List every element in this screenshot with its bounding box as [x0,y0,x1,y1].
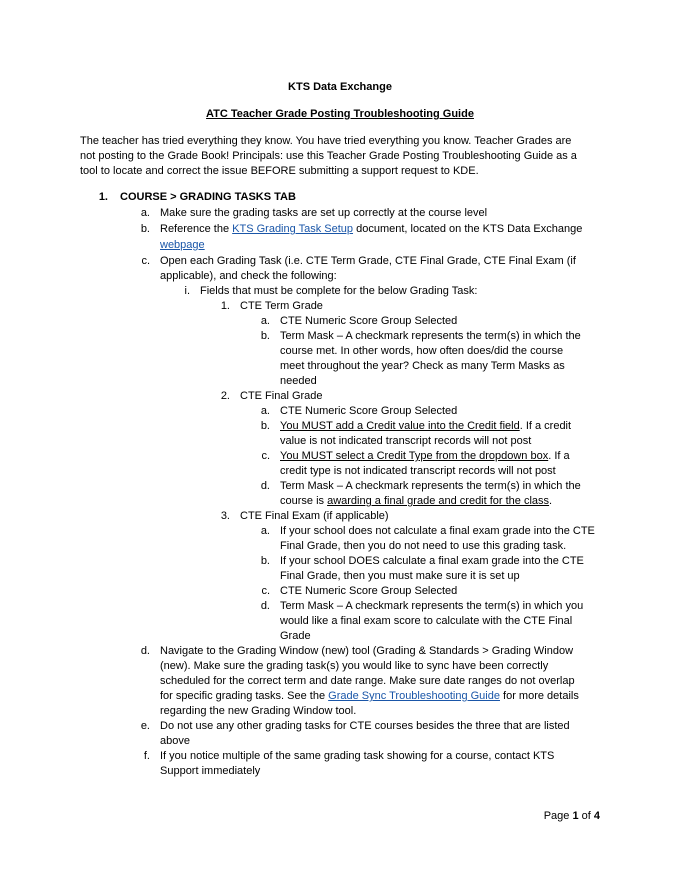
list-marker: c. [261,585,270,597]
section-heading: COURSE > GRADING TASKS TAB [120,191,296,203]
emphasis-text: awarding a final grade and credit for the class [327,495,550,507]
webpage-link[interactable]: webpage [160,239,205,251]
list-marker: d. [260,480,270,492]
list-marker: c. [141,255,150,267]
page-number [544,809,600,824]
text-run: course is [280,495,328,507]
list-item-text: Term Mask – A checkmark represents the term(s) in which you [280,600,584,612]
page-of-label: of [578,810,594,822]
list-item-text: value is not indicated transcript records will not post [280,435,532,447]
list-item-text: Term Mask – A checkmark represents the term(s) in which the [280,330,581,342]
list-item-text: credit type is not indicated transcript records will not post [280,465,556,477]
list-item-text: Make sure the grading tasks are set up correctly at the course level [160,207,488,219]
list-marker: f. [143,750,150,762]
text-run: . If a credit [519,420,572,432]
list-item-text: would like a final exam score to calculate with the CTE Final [280,615,573,627]
list-item-text: Final Grade, then you must make sure it is set up [280,570,520,582]
list-marker: a. [260,525,270,537]
text-run: for specific grading tasks. See the [160,690,329,702]
grade-sync-troubleshooting-guide-link[interactable]: Grade Sync Troubleshooting Guide [328,690,500,702]
list-marker: 1. [98,191,108,203]
intro-line: The teacher has tried everything they know. You have tried everything you know. Teacher Grades are [80,135,572,147]
grading-task-title: CTE Final Exam (if applicable) [240,510,389,522]
list-item-text: applicable), and check the following: [160,270,337,282]
list-item-text: CTE Numeric Score Group Selected [280,585,458,597]
list-marker: 2. [220,390,230,402]
list-item-text: If your school DOES calculate a final exam grade into the CTE [280,555,584,567]
total-pages: 4 [593,810,600,822]
list-item-text: course met. In other words, how often does/did the course [280,345,564,357]
list-item-text [280,449,570,464]
list-item-text: Support immediately [160,765,261,777]
list-item-text: Do not use any other grading tasks for CTE courses besides the three that are listed [160,720,570,732]
list-marker: b. [260,420,270,432]
intro-line: tool to locate and correct the issue BEFORE submitting a support request to KDE. [80,165,479,177]
list-item-text: (new). Make sure the grading task(s) you would like to sync have been correctly [160,660,549,672]
list-item-text: Term Mask – A checkmark represents the term(s) in which the [280,480,581,492]
list-item-text: Open each Grading Task (i.e. CTE Term Grade, CTE Final Grade, CTE Final Exam (if [160,255,576,267]
list-item-text [280,494,552,509]
intro-line: not posting to the Grade Book! Principals: use this Teacher Grade Posting Troubleshooting Guide as a [80,150,577,162]
emphasis-text: You MUST select a Credit Type from the dropdown box [280,450,549,462]
list-item-text [280,419,571,434]
list-item-text [160,222,582,237]
list-item-text: If your school does not calculate a final exam grade into the CTE [280,525,595,537]
text-run: . [549,495,553,507]
current-page: 1 [572,810,579,822]
list-item-text [160,689,579,704]
list-marker: c. [261,450,270,462]
list-item-text: If you notice multiple of the same grading task showing for a course, contact KTS [160,750,555,762]
list-item-text: above [160,735,190,747]
list-marker: a. [260,405,270,417]
list-marker: 3. [220,510,230,522]
document-title: KTS Data Exchange [288,81,392,93]
list-item-text: needed [280,375,317,387]
list-item-text: meet throughout the year? Check as many Term Masks as [280,360,565,372]
list-marker: 1. [220,300,230,312]
list-marker: d. [140,645,150,657]
grading-task-title: CTE Final Grade [240,390,323,402]
list-marker: d. [260,600,270,612]
list-item-text: CTE Numeric Score Group Selected [280,405,458,417]
list-marker: b. [140,223,150,235]
text-run: document, located on the KTS Data Exchange [353,223,583,235]
text-run: for more details [499,690,579,702]
list-marker: a. [140,207,150,219]
list-item-text [160,238,205,253]
grading-task-title: CTE Term Grade [240,300,323,312]
list-marker: b. [260,330,270,342]
list-item-text: Grade [280,630,311,642]
text-run: Reference the [160,223,233,235]
list-item-text: Navigate to the Grading Window (new) tool (Grading & Standards > Grading Window [160,645,574,657]
list-item-text: Final Grade, then you do not need to use this grading task. [280,540,567,552]
list-item-text: scheduled for the correct term and date range. Make sure date ranges do not overlap [160,675,575,687]
list-item-text: regarding the new Grading Window tool. [160,705,357,717]
list-marker: e. [140,720,150,732]
document-subtitle: ATC Teacher Grade Posting Troubleshooting Guide [206,108,474,120]
list-item-text: Fields that must be complete for the below Grading Task: [200,285,478,297]
list-item-text: CTE Numeric Score Group Selected [280,315,458,327]
list-marker: a. [260,315,270,327]
list-marker: i. [184,285,190,297]
text-run: . If a [548,450,570,462]
emphasis-text: You MUST add a Credit value into the Credit field [280,420,520,432]
page-label: Page [543,810,573,822]
list-marker: b. [260,555,270,567]
kts-grading-task-setup-link[interactable]: KTS Grading Task Setup [232,223,354,235]
